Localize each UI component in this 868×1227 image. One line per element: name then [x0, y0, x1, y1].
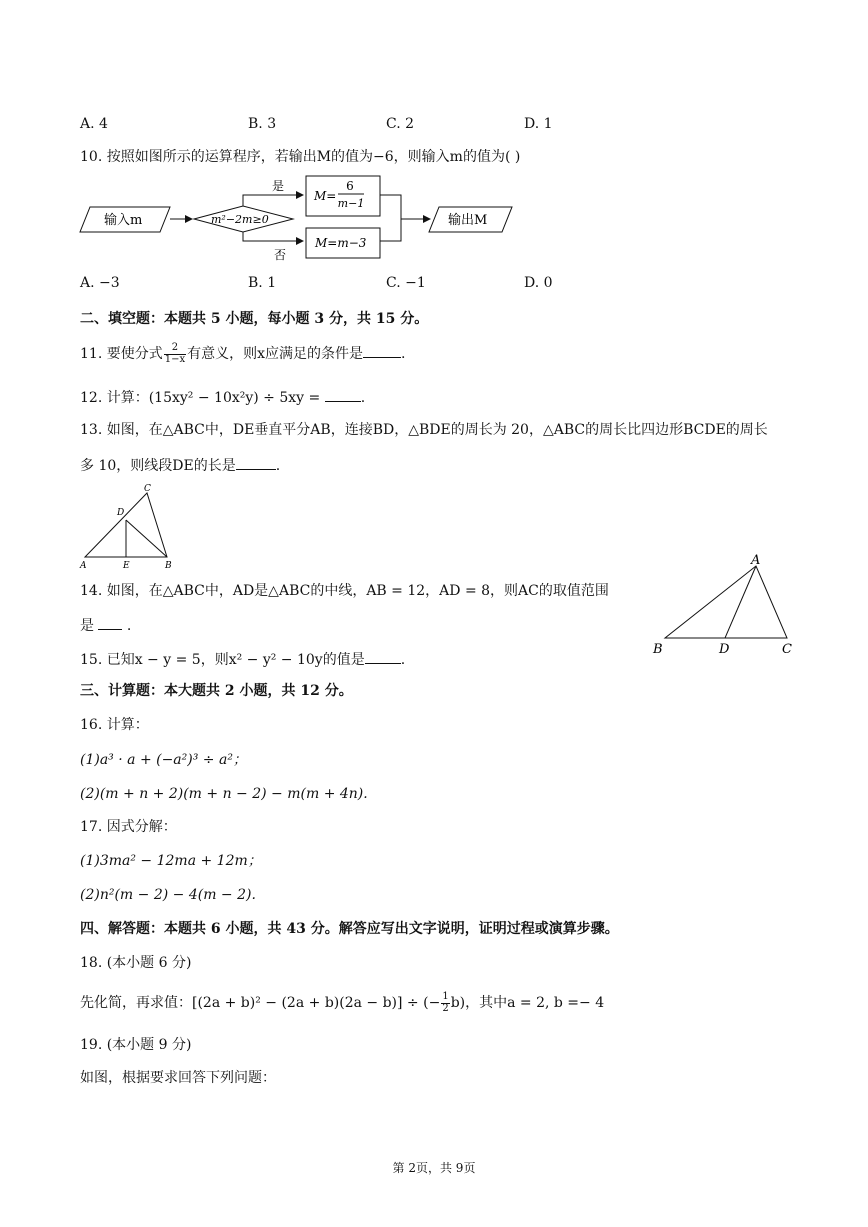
q10-option-d: D. 0: [524, 275, 553, 291]
q12-pre: 12. 计算：(15xy² − 10x²y) ÷ 5xy =: [80, 390, 325, 406]
q11-denominator: 1−x: [164, 353, 186, 365]
q12-end: .: [360, 390, 366, 406]
q12-answer-blank: [325, 389, 361, 402]
q11-pre: 11. 要使分式: [80, 346, 163, 362]
q15: [80, 651, 405, 667]
q13-line-2-text: 多 10，则线段DE的长是: [80, 458, 236, 474]
q15-answer-blank: [365, 651, 401, 664]
q14-triangle-abc: [665, 566, 787, 638]
q13-label-a: A: [80, 561, 87, 570]
q15-end: .: [400, 652, 406, 668]
flow-output-label: 输出M: [448, 213, 488, 228]
q14-line-2: [80, 617, 131, 633]
section-4-title: 四、解答题：本题共 6 小题，共 43 分。解答应写出文字说明，证明过程或演算步骤。: [80, 921, 619, 937]
q18-body: [80, 992, 604, 1014]
flow-yes-lhs: M=: [314, 189, 337, 203]
q13-label-e: E: [123, 561, 130, 570]
q13-figure: [75, 480, 185, 570]
q14-median-ad: [725, 566, 756, 638]
q13-answer-blank: [236, 457, 276, 470]
page-footer: 第 2页，共 9页: [392, 1161, 476, 1175]
flow-yes-arrow: [243, 195, 303, 206]
q16-part-1: (1)a³ · a + (−a²)³ ÷ a²；: [80, 752, 247, 768]
q18-denominator: 2: [442, 1002, 449, 1014]
q11-fraction: [164, 343, 186, 365]
q13-line-2: [80, 457, 280, 473]
q13-label-b: B: [165, 561, 172, 570]
q18-head: 18. (本小题 6 分): [80, 955, 192, 971]
q19-line: 如图，根据要求回答下列问题：: [80, 1070, 276, 1086]
q12: [80, 389, 365, 405]
q14-figure: [645, 550, 805, 660]
q18-text-pre: 先化简，再求值：[(2a + b)² − (2a + b)(2a − b)] ÷ (−: [80, 995, 441, 1011]
q10-flowchart: [0, 170, 560, 270]
q11: [80, 343, 405, 365]
q15-text: 15. 已知x − y = 5，则x² − y² − 10y的值是: [80, 652, 365, 668]
q14-label-d: D: [719, 642, 730, 657]
q10-stem: 10. 按照如图所示的运算程序，若输出M的值为−6，则输入m的值为( ): [80, 149, 521, 165]
q10-option-b: B. 1: [248, 275, 277, 291]
q14-label-c: C: [782, 642, 792, 657]
q11-end: .: [401, 346, 406, 362]
q14-answer-blank: [98, 617, 122, 630]
flow-yes-label: 是: [272, 179, 285, 193]
section-3-title: 三、计算题：本大题共 2 小题，共 12 分。: [80, 683, 353, 699]
q13-label-d: D: [117, 508, 125, 518]
q14-end: .: [126, 618, 132, 634]
flow-merge-line: [380, 195, 401, 241]
flow-condition-label: m²−2m≥0: [211, 213, 269, 226]
flow-no-arrow: [243, 232, 303, 241]
q18-text-post: b)，其中a = 2, b =− 4: [450, 995, 605, 1011]
q16-part-2: (2)(m + n + 2)(m + n − 2) − m(m + 4n).: [80, 786, 368, 802]
q9-option-c: C. 2: [386, 116, 415, 132]
q9-option-b: B. 3: [248, 116, 277, 132]
flow-no-label: 否: [274, 248, 287, 262]
q10-option-c: C. −1: [386, 275, 426, 291]
q16-stem: 16. 计算：: [80, 717, 149, 733]
q10-option-a: A. −3: [80, 275, 120, 291]
q14-line-2-text: 是: [80, 618, 94, 634]
flow-yes-num: 6: [346, 179, 354, 193]
flow-no-text: M=m−3: [315, 236, 367, 250]
q14-label-a: A: [751, 553, 761, 568]
q17-stem: 17. 因式分解：: [80, 819, 177, 835]
q13-label-c: C: [144, 484, 151, 494]
section-2-title: 二、填空题：本题共 5 小题，每小题 3 分，共 15 分。: [80, 311, 429, 327]
q17-part-1: (1)3ma² − 12ma + 12m；: [80, 853, 262, 869]
q19-head: 19. (本小题 9 分): [80, 1037, 192, 1053]
q18-numerator: 1: [442, 991, 449, 1002]
q9-option-a: A. 4: [80, 116, 108, 132]
flow-yes-den: m−1: [337, 197, 365, 210]
q14-label-b: B: [653, 642, 663, 657]
q11-answer-blank: [363, 345, 401, 358]
q13-line-1: 13. 如图，在△ABC中，DE垂直平分AB，连接BD，△BDE的周长为 20，△ABC的周长比四边形BCDE的周长: [80, 422, 768, 438]
q13-end: .: [275, 458, 281, 474]
q9-option-d: D. 1: [524, 116, 553, 132]
q11-post: 有意义，则x应满足的条件是: [187, 346, 364, 362]
q18-fraction: [441, 992, 449, 1014]
q17-part-2: (2)n²(m − 2) − 4(m − 2).: [80, 887, 256, 903]
flow-input-label: 输入m: [104, 213, 143, 228]
q14-line-1: 14. 如图，在△ABC中，AD是△ABC的中线，AB = 12，AD = 8，则AC的取值范围: [80, 583, 609, 599]
q11-numerator: 2: [164, 343, 186, 355]
